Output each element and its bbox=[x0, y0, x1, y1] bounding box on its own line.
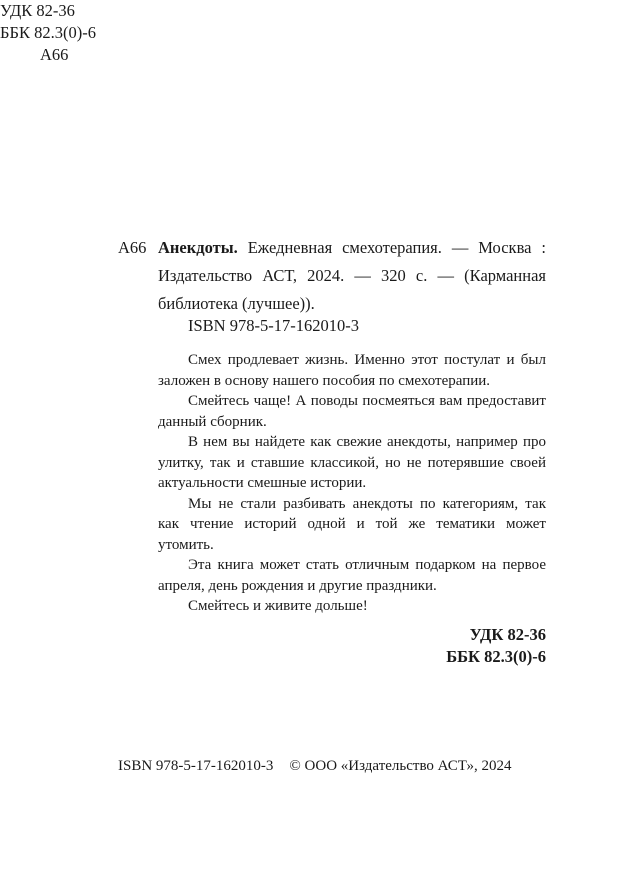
annotation-paragraph: Смейтесь и живите дольше! bbox=[188, 598, 368, 614]
author-mark: А66 bbox=[40, 45, 69, 64]
bibliographic-entry bbox=[118, 234, 546, 318]
classification-codes bbox=[446, 624, 546, 668]
footer-isbn: ISBN 978-5-17-162010-3 bbox=[118, 758, 274, 774]
entry-isbn: ISBN 978-5-17-162010-3 bbox=[188, 316, 359, 335]
header-codes bbox=[0, 0, 621, 66]
annotation bbox=[158, 350, 546, 617]
annotation-paragraph: Эта книга может стать отличным подарком на первое апреля, день рождения и другие праздники. bbox=[158, 557, 546, 594]
udk-code-bold: УДК 82-36 bbox=[469, 625, 546, 644]
annotation-paragraph: Смейтесь чаще! А поводы посмеяться вам предоставит данный сборник. bbox=[158, 393, 546, 430]
annotation-paragraph: Смех продлевает жизнь. Именно этот постулат и был заложен в основу нашего пособия по смехотерапии. bbox=[158, 352, 546, 389]
bbk-code-bold: ББК 82.3(0)-6 bbox=[446, 647, 546, 666]
bbk-code: ББК 82.3(0)-6 bbox=[0, 23, 96, 42]
book-title: Анекдоты. bbox=[158, 238, 238, 257]
entry-author-mark: А66 bbox=[118, 238, 147, 257]
udk-code: УДК 82-36 bbox=[0, 1, 75, 20]
book-description: Ежедневная смехотерапия. — Москва : Издательство АСТ, 2024. — 320 с. — (Карманная библиотека (лучшее)). bbox=[158, 238, 546, 313]
footer bbox=[118, 756, 548, 776]
copyright: © ООО «Издательство АСТ», 2024 bbox=[289, 758, 512, 774]
annotation-paragraph: Мы не стали разбивать анекдоты по категориям, так как чтение историй одной и той же тематики может утомить. bbox=[158, 495, 546, 553]
entry-description bbox=[158, 234, 546, 318]
annotation-paragraph: В нем вы найдете как свежие анекдоты, например про улитку, так и ставшие классикой, но не потерявшие своей актуальности смешные истории. bbox=[158, 434, 546, 491]
